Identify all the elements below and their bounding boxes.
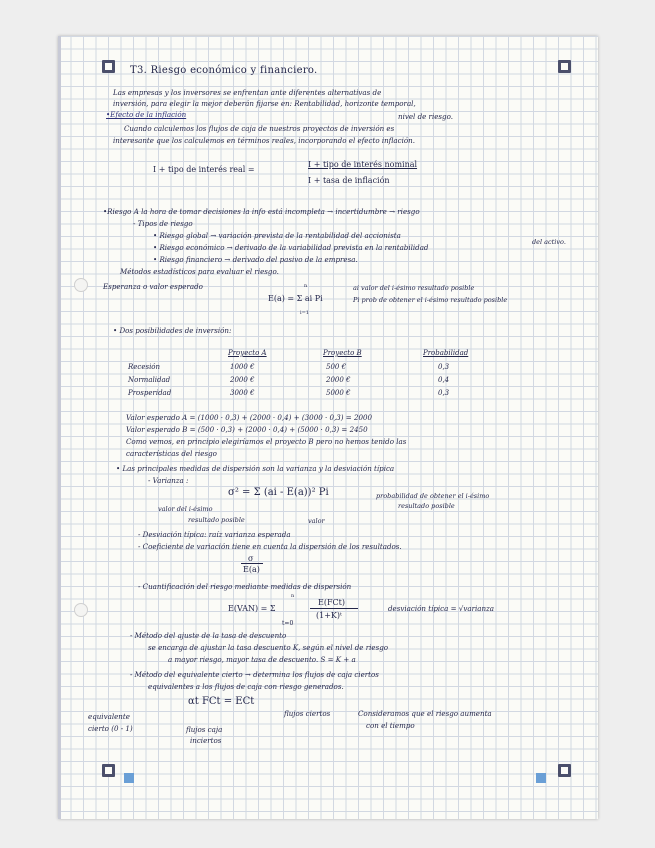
text-line: Las empresas y los inversores se enfrentan ante diferentes alternativas de: [113, 88, 382, 97]
text-line: desviación típica = √varianza: [388, 604, 494, 613]
text-line: flujos caja: [186, 725, 223, 734]
table-header: Proyecto B: [323, 349, 362, 357]
fraction-numerator: E(FCt): [318, 598, 345, 607]
text-line: resultado posible: [188, 516, 245, 524]
text-line: se encarga de ajustar la tasa descuento K, según el nivel de riesgo: [148, 643, 389, 652]
text-line: resultado posible: [398, 502, 455, 510]
fraction-bar: [310, 608, 358, 609]
table-cell: 3000 €: [230, 389, 255, 397]
text-line: - Método del equivalente cierto → determina los flujos de caja ciertos: [130, 670, 379, 679]
formula-sub: i=1: [300, 310, 309, 316]
formula-left: I + tipo de interés real =: [153, 165, 255, 174]
text-line: - Varianza :: [148, 476, 189, 485]
text-line: flujos ciertos: [284, 709, 331, 718]
text-line: - Cuantificación del riesgo mediante medidas de dispersión: [138, 582, 352, 591]
formula-denominator: I + tasa de inflación: [308, 176, 390, 185]
table-row-label: Recesión: [128, 363, 161, 371]
text-line: - Tipos de riesgo: [133, 219, 193, 228]
text-line: Pi prob de obtener el i-ésimo resultado posible: [353, 296, 508, 304]
text-line: Consideramos que el riesgo aumenta: [358, 709, 492, 718]
binder-hole: [74, 603, 88, 617]
text-line: Esperanza o valor esperado: [103, 282, 203, 291]
notebook-page: [58, 36, 598, 819]
table-cell: 0,3: [438, 389, 450, 397]
table-cell: 500 €: [326, 363, 347, 371]
blue-square-icon: [536, 773, 546, 783]
formula-expected: E(a) = Σ ai Pi: [268, 294, 323, 303]
table-cell: 0,3: [438, 363, 450, 371]
text-line: interesante que los calculemos en términos reales, incorporando el efecto inflación.: [113, 136, 415, 145]
formula-sup: n: [304, 283, 308, 289]
text-line: características del riesgo: [126, 449, 217, 458]
text-line: cierto (0 - 1): [88, 724, 133, 733]
section-heading: •Riesgo A la hora de tomar decisiones la info está incompleta → incertidumbre → riesgo: [103, 207, 420, 216]
text-line: a mayor riesgo, mayor tasa de descuento. S = K + a: [168, 655, 356, 664]
corner-mark-icon: [102, 60, 115, 73]
text-line: valor: [308, 517, 325, 525]
formula-variance: σ² = Σ (ai - E(a))² Pi: [228, 487, 329, 498]
text-line: con el tiempo: [366, 721, 415, 730]
fraction-numerator: σ: [248, 554, 254, 563]
list-item: • Riesgo financiero → derivado del pasivo de la empresa.: [153, 255, 358, 264]
table-cell: 2000 €: [230, 376, 255, 384]
corner-mark-icon: [558, 60, 571, 73]
formula-equivalent: αt FCt = ECt: [188, 696, 255, 707]
text-line: inciertos: [190, 736, 222, 745]
list-item: • Riesgo global → variación prevista de la rentabilidad del accionista: [153, 231, 401, 240]
formula-numerator: I + tipo de interés nominal: [308, 160, 418, 169]
binder-hole: [74, 278, 88, 292]
text-line: probabilidad de obtener el i-ésimo: [376, 492, 490, 500]
text-line: ai valor del i-ésimo resultado posible: [353, 284, 475, 292]
text-line: valor del i-ésimo: [158, 505, 213, 513]
formula-van: E(VAN) = Σ: [228, 604, 276, 613]
table-row-label: Normalidad: [128, 376, 171, 384]
corner-mark-icon: [102, 764, 115, 777]
text-line: nivel de riesgo.: [398, 112, 454, 121]
table-cell: 5000 €: [326, 389, 351, 397]
table-cell: 0,4: [438, 376, 450, 384]
text-line: Valor esperado B = (500 · 0,3) + (2000 · 0,4) + (5000 · 0,3) = 2450: [126, 425, 368, 434]
text-line: - Método del ajuste de la tasa de descuento: [130, 631, 287, 640]
section-heading: •Efecto de la inflación: [106, 110, 187, 119]
text-line: del activo.: [532, 238, 566, 246]
formula-sub: t=0: [282, 620, 294, 627]
table-header: Proyecto A: [228, 349, 267, 357]
text-line: Valor esperado A = (1000 · 0,3) + (2000 · 0,4) + (3000 · 0,3) = 2000: [126, 413, 373, 422]
text-line: equivalente: [88, 712, 130, 721]
fraction-bar: [241, 563, 263, 564]
text-line: Como vemos, en principio elegiríamos el proyecto B pero no hemos tenido las: [126, 437, 407, 446]
text-line: Métodos estadísticos para evaluar el riesgo.: [120, 267, 279, 276]
page-edge: [58, 36, 61, 819]
table-cell: 1000 €: [230, 363, 255, 371]
page-title: T3. Riesgo económico y financiero.: [130, 65, 318, 76]
text-line: equivalentes a los flujos de caja con riesgo generados.: [148, 682, 344, 691]
text-line: inversión, para elegir la mejor deberán fijarse en: Rentabilidad, horizonte temporal,: [113, 99, 416, 108]
corner-mark-icon: [558, 764, 571, 777]
table-cell: 2000 €: [326, 376, 351, 384]
section-heading: • Dos posibilidades de inversión:: [113, 326, 232, 335]
table-row-label: Prosperidad: [128, 389, 172, 397]
fraction-denominator: E(a): [243, 565, 260, 574]
text-line: - Desviación típica: raíz varianza esperada: [138, 530, 291, 539]
list-item: • Riesgo económico → derivado de la variabilidad prevista en la rentabilidad: [153, 243, 429, 252]
table-header: Probabilidad: [423, 349, 469, 357]
formula-sup: n: [291, 593, 295, 599]
blue-square-icon: [124, 773, 134, 783]
text-line: - Coeficiente de variación tiene en cuenta la dispersión de los resultados.: [138, 542, 402, 551]
text-line: Cuando calculemos los flujos de caja de nuestros proyectos de inversión es: [124, 124, 395, 133]
section-heading: • Las principales medidas de dispersión son la varianza y la desviación típica: [116, 464, 395, 473]
fraction-denominator: (1+K)ᵗ: [316, 611, 342, 620]
